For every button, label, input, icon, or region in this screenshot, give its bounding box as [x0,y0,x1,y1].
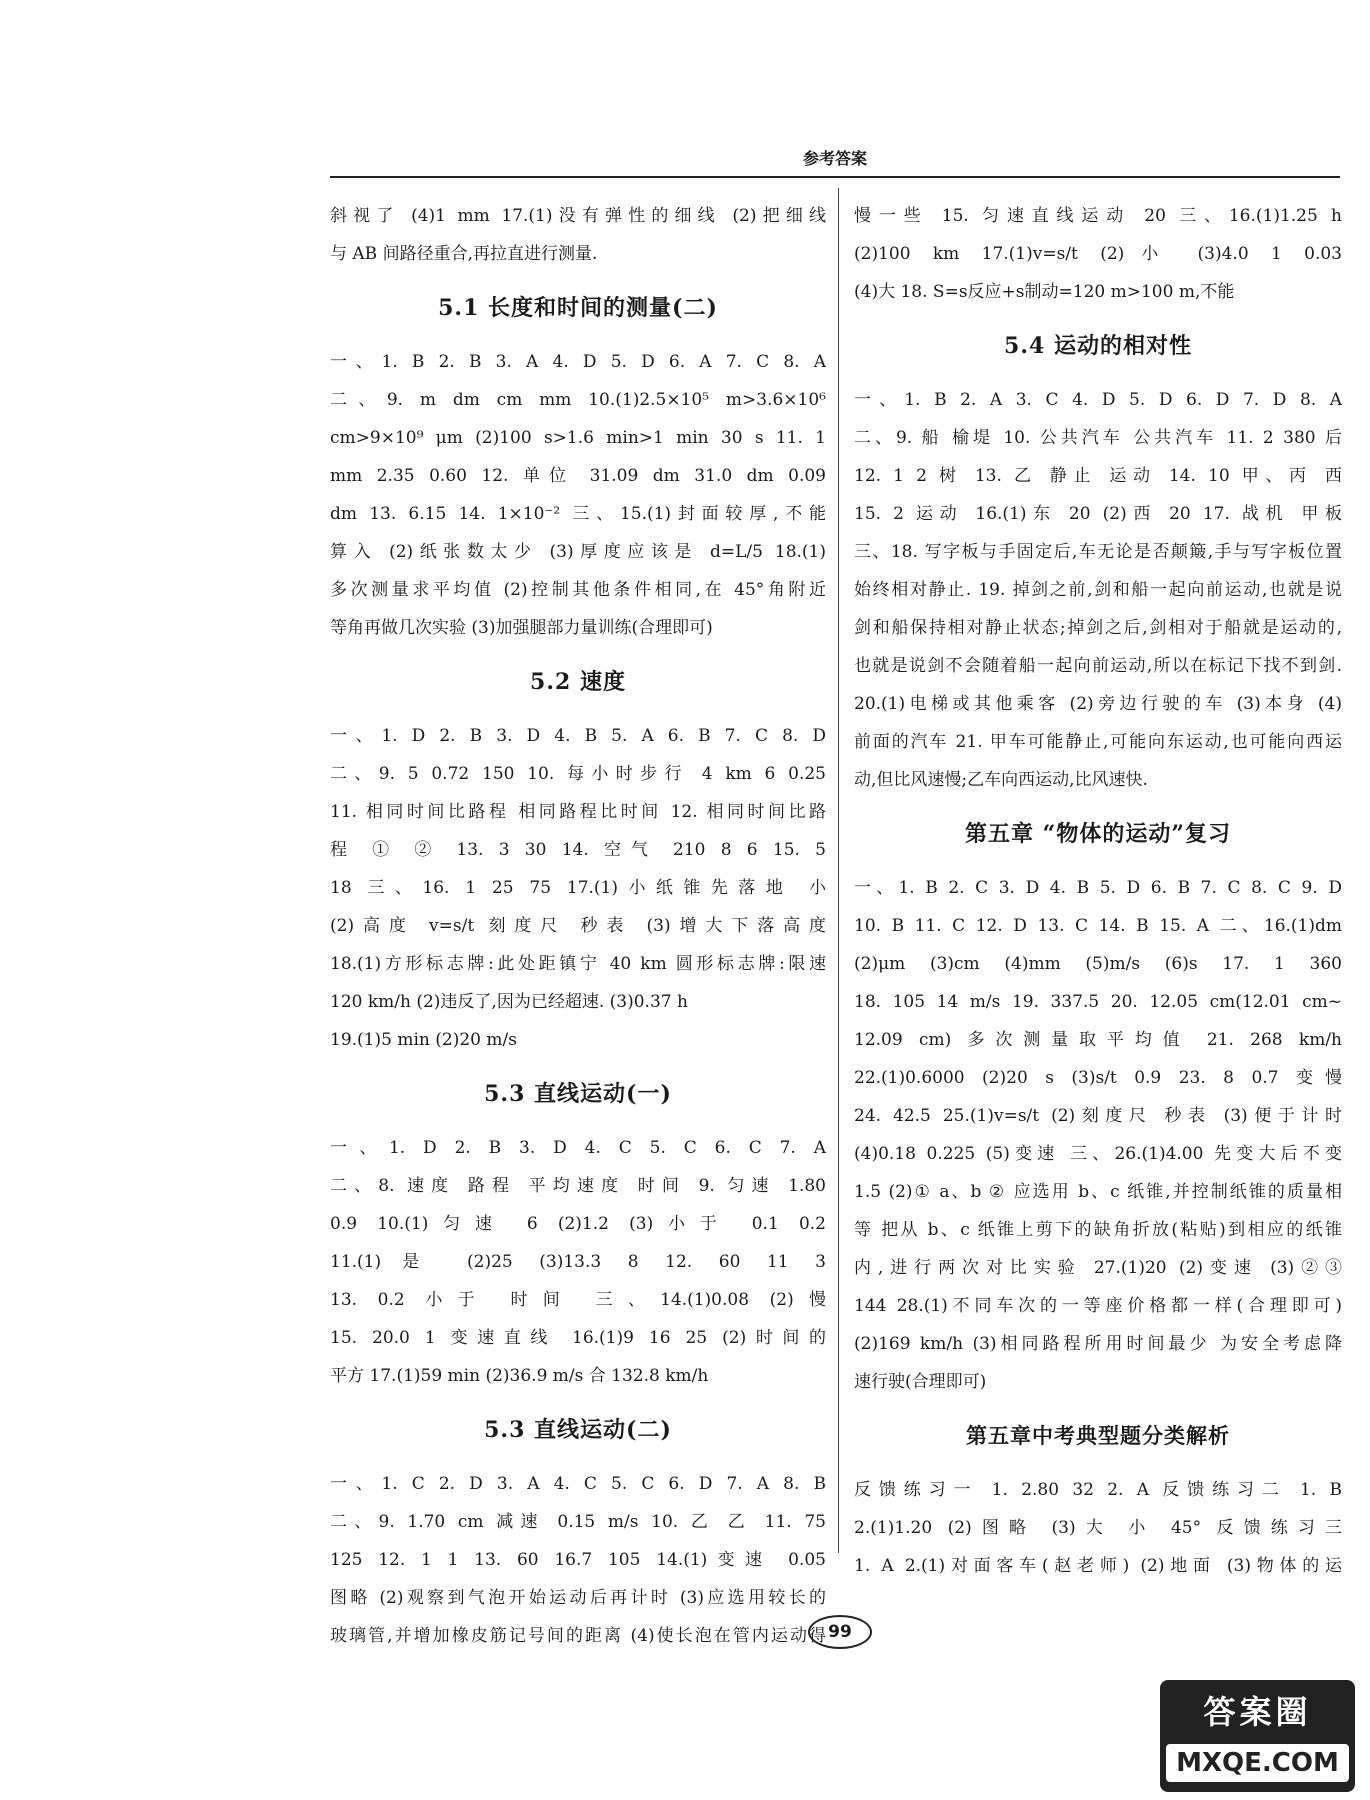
answer-line: 二、9. 5 0.72 150 10. 每小时步行 4 km 6 0.25 [330,764,826,784]
answer-line: 程 ① ② 13. 3 30 14. 空气 210 8 6 15. 5 [330,840,826,860]
answer-line: 算入 (2)纸张数太少 (3)厚度应该是 d=L/5 18.(1) [330,542,826,562]
answer-line: 二、8. 速度 路程 平均速度 时间 9. 匀速 1.80 [330,1176,826,1196]
watermark-url: MXQE.COM [1166,1744,1349,1782]
answer-line: (2)169 km/h (3)相同路程所用时间最少 为安全考虑降 [854,1334,1342,1354]
answer-line: 一、1. D 2. B 3. D 4. C 5. C 6. C 7. A [330,1138,826,1158]
answer-line: cm>9×10⁹ μm (2)100 s>1.6 min>1 min 30 s 11. 1 [330,428,826,448]
answer-line: 二、9. 1.70 cm 减速 0.15 m/s 10. 乙 乙 11. 75 [330,1512,826,1532]
left-column [330,197,826,1655]
answer-line: 二、9. m dm cm mm 10.(1)2.5×10⁵ m>3.6×10⁶ [330,390,826,410]
page-number: 99 [808,1615,872,1649]
answer-line: 18. 105 14 m/s 19. 337.5 20. 12.05 cm(12.01 cm~ [854,992,1342,1012]
answer-line: 11. 相同时间比路程 相同路程比时间 12. 相同时间比路 [330,802,826,822]
answer-line: 11.(1)是 (2)25 (3)13.3 8 12. 60 11 3 [330,1252,826,1272]
answer-line: mm 2.35 0.60 12. 单位 31.09 dm 31.0 dm 0.09 [330,466,826,486]
answer-line: 平方 17.(1)59 min (2)36.9 m/s 合 132.8 km/h [330,1366,709,1386]
section-heading: 5.3 直线运动(一) [484,1081,672,1107]
right-column [854,197,1342,1585]
answer-line: 15. 20.0 1 变速直线 16.(1)9 16 25 (2)时间的 [330,1328,826,1348]
answer-line: 0.9 10.(1)匀速 6 (2)1.2 (3)小于 0.1 0.2 [330,1214,826,1234]
answer-line: 144 28.(1)不同车次的一等座价格都一样(合理即可) [854,1296,1342,1316]
page-header: 参考答案 [802,149,867,168]
answer-line: (4)大 18. S=s反应+s制动=120 m>100 m,不能 [854,282,1235,302]
answer-line: 慢一些 15. 匀速直线运动 20 三、16.(1)1.25 h [854,206,1342,226]
section-heading: 第五章 “物体的运动”复习 [965,821,1231,847]
answer-line: 速行驶(合理即可) [854,1372,987,1392]
section-heading: 第五章中考典型题分类解析 [966,1424,1230,1448]
answer-line: 18.(1)方形标志牌:此处距镇宁 40 km 圆形标志牌:限速 [330,954,826,974]
section-heading: 5.1 长度和时间的测量(二) [438,295,718,321]
answer-line: 一、1. D 2. B 3. D 4. B 5. A 6. B 7. C 8. D [330,726,826,746]
answer-line: 2.(1)1.20 (2)图略 (3)大 小 45° 反馈练习三 [854,1518,1342,1538]
answer-line: 120 km/h (2)违反了,因为已经超速. (3)0.37 h [330,992,688,1012]
answer-line: 剑和船保持相对静止状态;掉剑之后,剑相对于船就是运动的, [854,618,1342,638]
answer-line: 一、1. C 2. D 3. A 4. C 5. C 6. D 7. A 8. B [330,1474,826,1494]
answer-line: 反馈练习一 1. 2.80 32 2. A 反馈练习二 1. B [854,1480,1342,1500]
section-heading: 5.4 运动的相对性 [1004,333,1192,359]
answer-line: 图略 (2)观察到气泡开始运动后再计时 (3)应选用较长的 [330,1588,826,1608]
answer-line: 一、1. B 2. C 3. D 4. B 5. D 6. B 7. C 8. C 9. D [854,878,1342,898]
answer-line: (2)高度 v=s/t 刻度尺 秒表 (3)增大下落高度 [330,916,826,936]
answer-line: 1.5 (2)① a、b ② 应选用 b、c 纸锥,并控制纸锥的质量相 [854,1182,1342,1202]
answer-line: (2)100 km 17.(1)v=s/t (2)小 (3)4.0 1 0.03 [854,244,1342,264]
section-heading: 5.3 直线运动(二) [484,1417,672,1443]
answer-line: 12.09 cm) 多次测量取平均值 21. 268 km/h [854,1030,1342,1050]
answer-line: 1. A 2.(1)对面客车(赵老师) (2)地面 (3)物体的运 [854,1556,1342,1576]
column-divider [838,188,839,1553]
answer-line: 一、1. B 2. A 3. C 4. D 5. D 6. D 7. D 8. A [854,390,1342,410]
answer-line: (2)μm (3)cm (4)mm (5)m/s (6)s 17. 1 360 [854,954,1342,974]
answer-line: 前面的汽车 21. 甲车可能静止,可能向东运动,也可能向西运 [854,732,1342,752]
section-heading: 5.2 速度 [530,669,626,695]
answer-line: 始终相对静止. 19. 掉剑之前,剑和船一起向前运动,也就是说 [854,580,1342,600]
answer-line: 10. B 11. C 12. D 13. C 14. B 15. A 二、16.(1)dm [854,916,1342,936]
answer-line: 也就是说剑不会随着船一起向前运动,所以在标记下找不到剑. [854,656,1342,676]
answer-line: dm 13. 6.15 14. 1×10⁻² 三、15.(1)封面较厚,不能 [330,504,826,524]
answer-line: 内,进行两次对比实验 27.(1)20 (2)变速 (3)②③ [854,1258,1342,1278]
watermark-text: 答案圈 [1203,1693,1312,1731]
answer-line: 等 把从 b、c 纸锥上剪下的缺角折放(粘贴)到相应的纸锥 [854,1220,1342,1240]
answer-line: 与 AB 间路径重合,再拉直进行测量. [330,244,598,264]
answer-line: 一、1. B 2. B 3. A 4. D 5. D 6. A 7. C 8. A [330,352,826,372]
answer-line: 多次测量求平均值 (2)控制其他条件相同,在 45°角附近 [330,580,826,600]
answer-line: 15. 2 运动 16.(1)东 20 (2)西 20 17. 战机 甲板 [854,504,1342,524]
answer-line: 等角再做几次实验 (3)加强腿部力量训练(合理即可) [330,618,713,638]
answer-line: 19.(1)5 min (2)20 m/s [330,1030,517,1050]
answer-line: 13. 0.2 小于 时间 三、14.(1)0.08 (2)慢 [330,1290,826,1310]
answer-line: 玻璃管,并增加橡皮筋记号间的距离 (4)使长泡在管内运动得 [330,1626,826,1646]
watermark-logo [1160,1680,1355,1792]
answer-line: 动,但比风速慢;乙车向西运动,比风速快. [854,770,1148,790]
answer-line: (4)0.18 0.225 (5)变速 三、26.(1)4.00 先变大后不变 [854,1144,1342,1164]
answer-line: 22.(1)0.6000 (2)20 s (3)s/t 0.9 23. 8 0.7 变慢 [854,1068,1342,1088]
answer-line: 125 12. 1 1 13. 60 16.7 105 14.(1)变速 0.05 [330,1550,826,1570]
answer-line: 二、9. 船 榆堤 10. 公共汽车 公共汽车 11. 2 380 后 [854,428,1342,448]
answer-line: 18 三、16. 1 25 75 17.(1)小纸锥先落地 小 [330,878,826,898]
answer-line: 24. 42.5 25.(1)v=s/t (2)刻度尺 秒表 (3)便于计时 [854,1106,1342,1126]
answer-line: 20.(1)电梯或其他乘客 (2)旁边行驶的车 (3)本身 (4) [854,694,1342,714]
header-rule [330,176,1340,178]
answer-line: 12. 1 2 树 13. 乙 静止 运动 14. 10 甲、丙 西 [854,466,1342,486]
answer-line: 三、18. 写字板与手固定后,车无论是否颠簸,手与写字板位置 [854,542,1342,562]
answer-line: 斜视了 (4)1 mm 17.(1)没有弹性的细线 (2)把细线 [330,206,826,226]
